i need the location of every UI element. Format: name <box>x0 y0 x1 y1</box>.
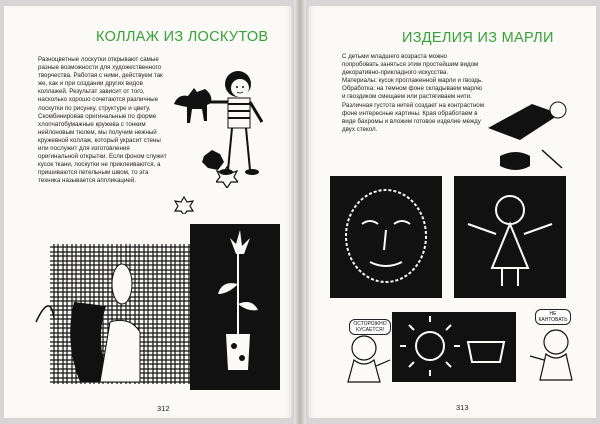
do-not-tip-sign: НЕ КАНТОВАТЬ <box>535 309 571 325</box>
body-text: С детьми младшего возраста можно попробовать заняться этим простейшим видом декоративно-прикладного искусства. Материалы: кусок проглаженной марли и гвоздь. Обработка: на темном фоне складываем марлю и гвоздиком смещаем или растягиваем нити. Различная густота нитей создает на контрастном фоне интересные картины. Края обработаем в виде бахромы и вложим готовое изделие между двух стекол. <box>342 53 484 133</box>
gauze-sun-artwork <box>392 312 516 382</box>
gauze-and-nail-illustration <box>498 146 568 174</box>
gauze-face-artwork <box>330 176 442 298</box>
warning-sign: ОСТОРОЖНО КУСАЕТСЯ! <box>349 319 391 335</box>
page-title: ИЗДЕЛИЯ ИЗ МАРЛИ <box>402 30 554 46</box>
body-text: Разноцветные лоскутки открывают самые разные возможности для художественного творчества. Работая с ними, действуем так же, как и при создании других видов коллажей. Результат зависит от того, насколько хорошо сочетаются различные лоскутки по рисунку, структуре и цвету. Скомбинировав оригинальные по форме хлопчатобумажные кружева с тонким нейлоновым тюлем, мы получим нежный кружевной коллаж, который украсит стены или послужит для изготовления оригинальной открытки. Если фоном служит кусок ткани, лоскутки не приклеиваются, а пришиваются петельным швом, то эта техника называется аппликацией. <box>38 56 167 185</box>
patchwork-elephant-collage <box>34 232 204 398</box>
page-number: 312 <box>157 404 170 413</box>
flower-vase-panel <box>190 224 280 390</box>
left-page <box>4 6 294 418</box>
lace-leaf-ornament <box>174 196 194 214</box>
right-page <box>306 6 596 418</box>
child-working-gauze-illustration <box>484 98 580 144</box>
cartoon-child-right <box>526 326 584 390</box>
lace-leaf-ornament <box>216 166 238 188</box>
cartoon-child-left <box>336 332 392 390</box>
page-number: 313 <box>456 403 469 412</box>
page-title: КОЛЛАЖ ИЗ ЛОСКУТОВ <box>96 29 269 45</box>
book-spine <box>294 0 306 424</box>
gauze-girl-artwork <box>454 176 566 298</box>
